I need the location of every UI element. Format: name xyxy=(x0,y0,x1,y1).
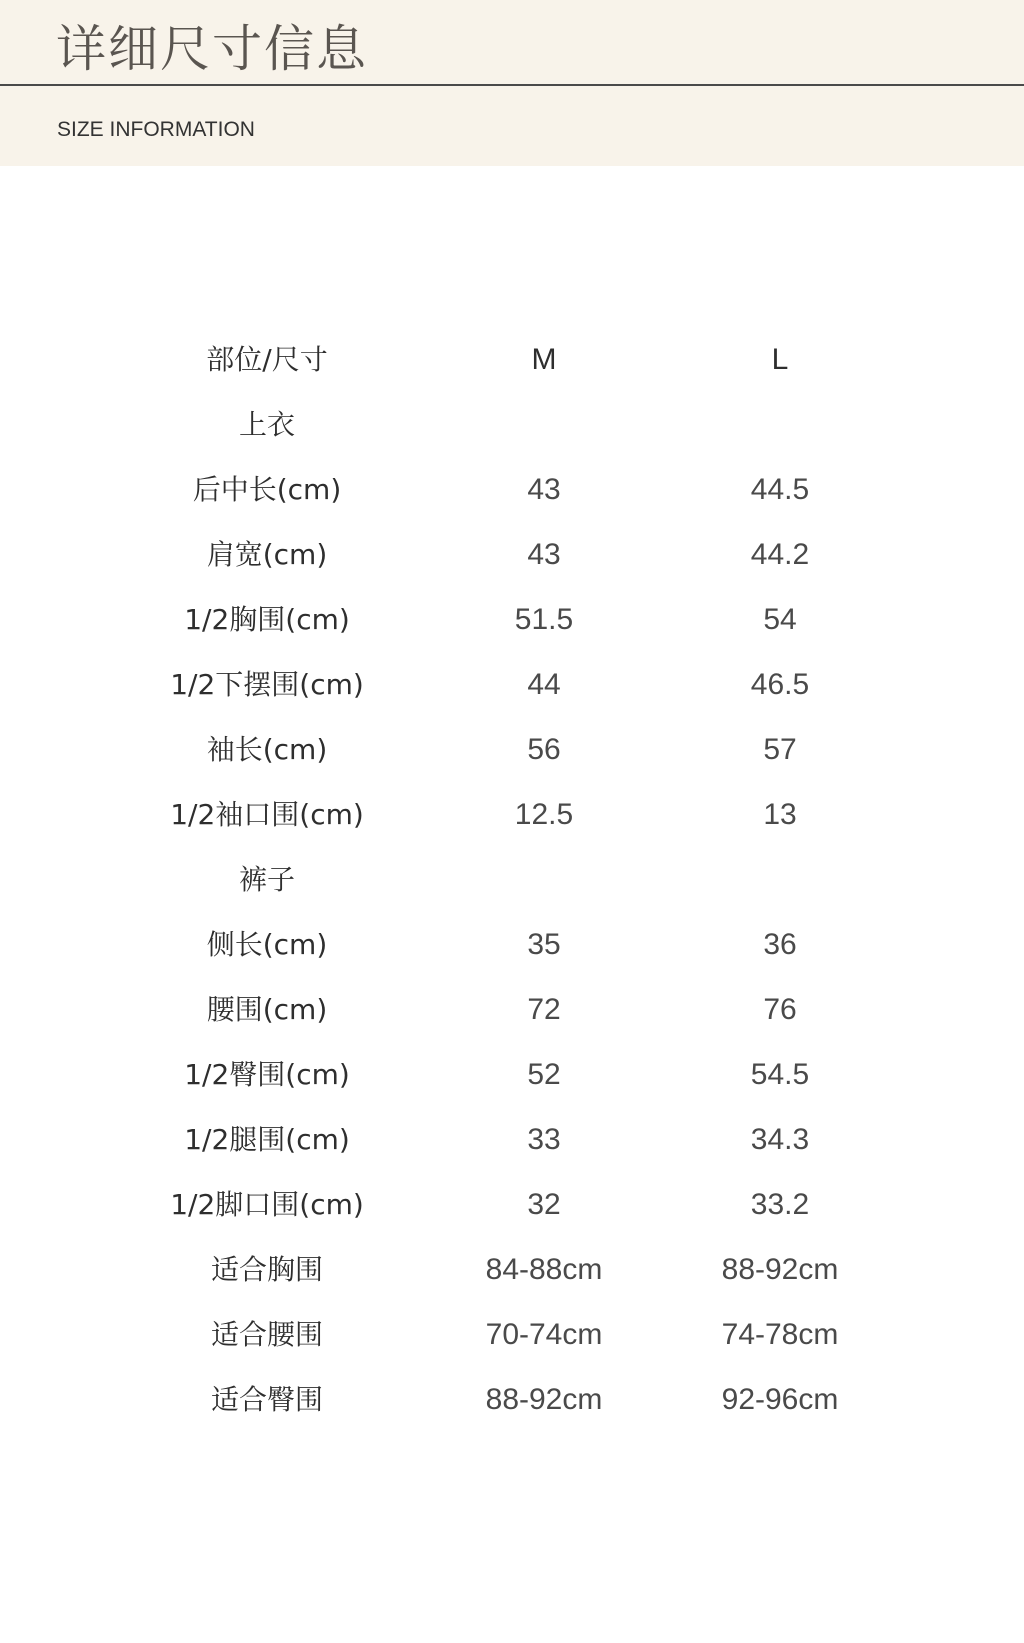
row-label: 1/2下摆围(cm) xyxy=(170,668,364,701)
row-label: 适合胸围 xyxy=(210,1253,323,1286)
size-l-value: 44.5 xyxy=(750,473,810,506)
size-m-value: 72 xyxy=(527,993,561,1026)
size-m-value: 35 xyxy=(527,928,561,961)
table-row xyxy=(0,587,1024,652)
table-row xyxy=(0,1172,1024,1237)
size-l-value: 76 xyxy=(763,993,797,1026)
size-l-value: 34.3 xyxy=(750,1123,810,1156)
size-l-value: 13 xyxy=(763,798,797,831)
row-label: 适合腰围 xyxy=(210,1318,323,1351)
table-row xyxy=(0,522,1024,587)
size-m-value: 44 xyxy=(527,668,561,701)
size-m-value: 43 xyxy=(527,473,561,506)
table-row xyxy=(0,782,1024,847)
table-row xyxy=(0,717,1024,782)
row-label: 袖长(cm) xyxy=(206,733,328,766)
page-subtitle: SIZE INFORMATION xyxy=(57,118,255,141)
size-m-value: 32 xyxy=(527,1188,561,1221)
row-label: 腰围(cm) xyxy=(206,993,328,1026)
table-header-row xyxy=(0,327,1024,392)
size-l-value: 54.5 xyxy=(750,1058,810,1091)
row-label: 1/2袖口围(cm) xyxy=(170,798,364,831)
size-l-value: 54 xyxy=(763,603,797,636)
table-row xyxy=(0,912,1024,977)
table-row xyxy=(0,977,1024,1042)
row-label: 裤子 xyxy=(238,863,295,896)
size-l-value xyxy=(680,847,880,912)
size-l-value: 88-92cm xyxy=(721,1253,839,1286)
row-label: 1/2脚口围(cm) xyxy=(170,1188,364,1221)
size-l-value xyxy=(680,392,880,457)
table-row xyxy=(0,1367,1024,1432)
row-label: 肩宽(cm) xyxy=(206,538,328,571)
row-label: 侧长(cm) xyxy=(206,928,328,961)
row-label: 1/2腿围(cm) xyxy=(184,1123,350,1156)
size-m-value: 12.5 xyxy=(514,798,574,831)
table-row xyxy=(0,1302,1024,1367)
row-label: 上衣 xyxy=(238,408,295,441)
column-header-part: 部位/尺寸 xyxy=(206,343,328,376)
size-m-value: 33 xyxy=(527,1123,561,1156)
size-l-value: 44.2 xyxy=(750,538,810,571)
header-divider xyxy=(0,84,1024,86)
size-m-value: 52 xyxy=(527,1058,561,1091)
size-m-value: 43 xyxy=(527,538,561,571)
header-banner xyxy=(0,0,1024,166)
page-title: 详细尺寸信息 xyxy=(56,20,368,78)
size-l-value: 46.5 xyxy=(750,668,810,701)
table-row xyxy=(0,392,1024,457)
size-table xyxy=(0,327,1024,1432)
size-l-value: 36 xyxy=(763,928,797,961)
table-row xyxy=(0,1107,1024,1172)
size-m-value: 56 xyxy=(527,733,561,766)
size-m-value: 51.5 xyxy=(514,603,574,636)
row-label: 1/2臀围(cm) xyxy=(184,1058,350,1091)
row-label: 后中长(cm) xyxy=(192,473,342,506)
column-header-m: M xyxy=(531,343,557,376)
size-l-value: 57 xyxy=(763,733,797,766)
size-m-value xyxy=(444,847,644,912)
table-row xyxy=(0,1042,1024,1107)
size-m-value: 84-88cm xyxy=(485,1253,603,1286)
column-header-l: L xyxy=(771,343,789,376)
size-m-value: 88-92cm xyxy=(485,1383,603,1416)
size-m-value xyxy=(444,392,644,457)
table-row xyxy=(0,457,1024,522)
size-l-value: 74-78cm xyxy=(721,1318,839,1351)
row-label: 1/2胸围(cm) xyxy=(184,603,350,636)
size-l-value: 92-96cm xyxy=(721,1383,839,1416)
row-label: 适合臀围 xyxy=(210,1383,323,1416)
size-m-value: 70-74cm xyxy=(485,1318,603,1351)
table-row xyxy=(0,652,1024,717)
table-row xyxy=(0,847,1024,912)
size-l-value: 33.2 xyxy=(750,1188,810,1221)
table-row xyxy=(0,1237,1024,1302)
